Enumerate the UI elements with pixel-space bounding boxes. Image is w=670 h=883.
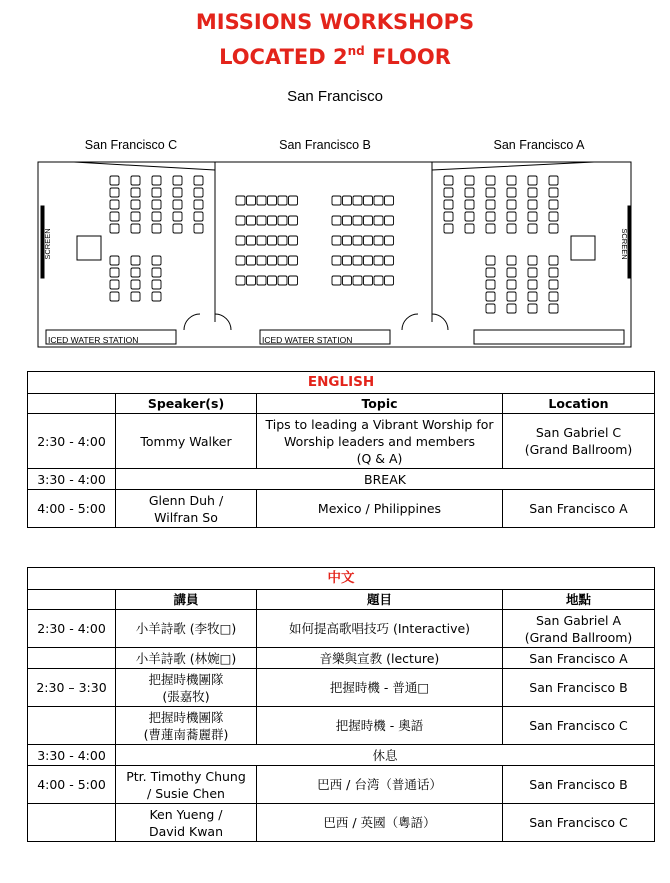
seat-room-c bbox=[152, 268, 161, 277]
seat-room-b bbox=[268, 196, 277, 205]
seat-room-a bbox=[486, 200, 495, 209]
seat-room-b bbox=[343, 216, 352, 225]
seat-room-b bbox=[332, 256, 341, 265]
seat-room-c bbox=[173, 200, 182, 209]
seat-room-b bbox=[289, 236, 298, 245]
speaker-cell: Ken Yueng / David Kwan bbox=[116, 804, 257, 842]
seat-room-b bbox=[236, 276, 245, 285]
seat-room-b bbox=[257, 196, 266, 205]
seat-room-c bbox=[131, 188, 140, 197]
speaker-cell: Glenn Duh / Wilfran So bbox=[116, 490, 257, 528]
seat-room-a bbox=[444, 224, 453, 233]
seat-room-b bbox=[278, 276, 287, 285]
seat-room-a bbox=[465, 176, 474, 185]
seat-room-a bbox=[528, 292, 537, 301]
time-cell: 4:00 - 5:00 bbox=[28, 490, 116, 528]
column-header: Speaker(s) bbox=[116, 394, 257, 414]
table-row bbox=[28, 648, 655, 669]
water-station-label-2: ICED WATER STATION bbox=[262, 335, 353, 345]
seat-room-b bbox=[353, 256, 362, 265]
seat-room-c bbox=[131, 292, 140, 301]
column-header bbox=[28, 394, 116, 414]
column-header: 地點 bbox=[503, 590, 655, 610]
section-title: 中文 bbox=[28, 568, 655, 590]
topic-cell: 巴西 / 英國（粵語） bbox=[257, 804, 503, 842]
topic-cell: Mexico / Philippines bbox=[257, 490, 503, 528]
seat-room-c bbox=[131, 212, 140, 221]
seat-room-c bbox=[110, 224, 119, 233]
seat-room-b bbox=[364, 216, 373, 225]
seat-room-b bbox=[289, 256, 298, 265]
seat-room-c bbox=[173, 188, 182, 197]
screen-label-right: SCREEN bbox=[620, 228, 629, 260]
seat-room-c bbox=[152, 280, 161, 289]
seat-room-c bbox=[110, 280, 119, 289]
seat-room-b bbox=[257, 276, 266, 285]
seat-room-c bbox=[110, 256, 119, 265]
location-cell: San Francisco C bbox=[503, 707, 655, 745]
seat-room-b bbox=[247, 236, 256, 245]
seat-room-c bbox=[152, 224, 161, 233]
seat-room-a bbox=[507, 256, 516, 265]
topic-cell: Tips to leading a Vibrant Worship for Worship leaders and members (Q & A) bbox=[257, 414, 503, 469]
seat-room-a bbox=[528, 256, 537, 265]
column-header: Topic bbox=[257, 394, 503, 414]
speaker-cell: 小羊詩歌 (林婉□) bbox=[116, 648, 257, 669]
seat-room-b bbox=[257, 216, 266, 225]
seat-room-a bbox=[486, 280, 495, 289]
seat-room-c bbox=[110, 268, 119, 277]
wall-slant-a bbox=[432, 162, 631, 170]
title-superscript: nd bbox=[347, 44, 365, 58]
seat-room-b bbox=[343, 196, 352, 205]
time-cell: 4:00 - 5:00 bbox=[28, 766, 116, 804]
seat-room-b bbox=[268, 216, 277, 225]
seat-room-a bbox=[528, 176, 537, 185]
stage-a bbox=[571, 236, 595, 260]
speaker-cell: 把握時機團隊 (曹蓮南蕎麗群) bbox=[116, 707, 257, 745]
seat-room-a bbox=[549, 304, 558, 313]
seat-room-c bbox=[173, 224, 182, 233]
header-row bbox=[28, 590, 655, 610]
location-cell: San Francisco A bbox=[503, 490, 655, 528]
seat-room-b bbox=[374, 236, 383, 245]
time-cell: 3:30 - 4:00 bbox=[28, 469, 116, 490]
seat-room-b bbox=[385, 216, 394, 225]
seat-room-c bbox=[152, 176, 161, 185]
time-cell bbox=[28, 804, 116, 842]
seat-room-a bbox=[507, 200, 516, 209]
seat-room-b bbox=[343, 256, 352, 265]
title-line-2 bbox=[0, 38, 670, 71]
english-schedule-table bbox=[27, 371, 655, 528]
seat-room-a bbox=[528, 200, 537, 209]
seat-room-b bbox=[247, 256, 256, 265]
seat-room-a bbox=[549, 212, 558, 221]
seat-room-a bbox=[486, 212, 495, 221]
seat-room-c bbox=[152, 212, 161, 221]
seat-room-b bbox=[236, 236, 245, 245]
door-b bbox=[402, 314, 448, 330]
seat-room-a bbox=[549, 268, 558, 277]
location-cell: San Gabriel A (Grand Ballroom) bbox=[503, 610, 655, 648]
section-row bbox=[28, 568, 655, 590]
stage-c bbox=[77, 236, 101, 260]
outer-wall bbox=[38, 162, 631, 347]
seat-room-b bbox=[289, 216, 298, 225]
seat-room-c bbox=[194, 176, 203, 185]
seat-room-c bbox=[152, 200, 161, 209]
seat-room-b bbox=[278, 216, 287, 225]
seat-room-c bbox=[194, 212, 203, 221]
seat-room-b bbox=[385, 256, 394, 265]
seat-room-c bbox=[110, 212, 119, 221]
seat-room-a bbox=[507, 292, 516, 301]
time-cell: 2:30 - 4:00 bbox=[28, 610, 116, 648]
seat-room-a bbox=[465, 200, 474, 209]
table-row bbox=[28, 766, 655, 804]
seat-room-a bbox=[507, 280, 516, 289]
column-header bbox=[28, 590, 116, 610]
seat-room-b bbox=[374, 196, 383, 205]
seat-room-a bbox=[549, 292, 558, 301]
seat-room-b bbox=[353, 216, 362, 225]
seat-room-b bbox=[278, 256, 287, 265]
break-cell: 休息 bbox=[116, 745, 655, 766]
seat-room-a bbox=[507, 212, 516, 221]
seat-room-b bbox=[353, 196, 362, 205]
seat-room-c bbox=[131, 224, 140, 233]
time-cell bbox=[28, 648, 116, 669]
floorplan-walls bbox=[38, 162, 631, 347]
seat-room-a bbox=[465, 224, 474, 233]
seat-room-c bbox=[110, 176, 119, 185]
seat-room-a bbox=[486, 256, 495, 265]
seat-room-b bbox=[289, 196, 298, 205]
seat-room-a bbox=[528, 212, 537, 221]
room-label-a: San Francisco A bbox=[493, 138, 585, 152]
water-station-label-1: ICED WATER STATION bbox=[48, 335, 139, 345]
seat-room-c bbox=[194, 224, 203, 233]
topic-cell: 把握時機 - 奧語 bbox=[257, 707, 503, 745]
column-header: 講員 bbox=[116, 590, 257, 610]
seat-room-b bbox=[278, 236, 287, 245]
seat-room-c bbox=[110, 188, 119, 197]
seat-room-b bbox=[374, 276, 383, 285]
seat-room-b bbox=[364, 256, 373, 265]
seat-room-b bbox=[374, 216, 383, 225]
seat-room-b bbox=[278, 196, 287, 205]
seat-room-c bbox=[194, 188, 203, 197]
seat-room-a bbox=[486, 268, 495, 277]
seat-room-c bbox=[131, 256, 140, 265]
seat-room-a bbox=[444, 212, 453, 221]
seating bbox=[110, 176, 558, 313]
table-row bbox=[28, 669, 655, 707]
time-cell: 2:30 - 4:00 bbox=[28, 414, 116, 469]
seat-room-a bbox=[528, 280, 537, 289]
table-row bbox=[28, 745, 655, 766]
table-row bbox=[28, 707, 655, 745]
seat-room-c bbox=[131, 268, 140, 277]
column-header: Location bbox=[503, 394, 655, 414]
location-cell: San Francisco B bbox=[503, 766, 655, 804]
seat-room-b bbox=[374, 256, 383, 265]
seat-room-a bbox=[528, 268, 537, 277]
seat-room-a bbox=[507, 304, 516, 313]
seat-room-b bbox=[353, 276, 362, 285]
seat-room-b bbox=[247, 276, 256, 285]
seat-room-a bbox=[507, 176, 516, 185]
seat-room-b bbox=[364, 196, 373, 205]
chinese-schedule-table bbox=[27, 567, 655, 842]
table-row bbox=[28, 414, 655, 469]
station-a bbox=[474, 330, 624, 344]
seat-room-c bbox=[131, 176, 140, 185]
seat-room-a bbox=[507, 224, 516, 233]
seat-room-c bbox=[152, 292, 161, 301]
room-label-c: San Francisco C bbox=[84, 138, 178, 152]
section-row bbox=[28, 372, 655, 394]
seat-room-b bbox=[332, 276, 341, 285]
seat-room-a bbox=[507, 268, 516, 277]
seat-room-a bbox=[486, 176, 495, 185]
seat-room-c bbox=[152, 188, 161, 197]
seat-room-a bbox=[528, 224, 537, 233]
seat-room-b bbox=[268, 256, 277, 265]
seat-room-b bbox=[332, 216, 341, 225]
topic-cell: 把握時機 - 普通□ bbox=[257, 669, 503, 707]
title-line-1: MISSIONS WORKSHOPS bbox=[195, 10, 475, 34]
wall-slant-c bbox=[38, 162, 215, 170]
seat-room-c bbox=[110, 200, 119, 209]
seat-room-a bbox=[486, 188, 495, 197]
seat-room-a bbox=[486, 304, 495, 313]
seat-room-b bbox=[385, 236, 394, 245]
time-cell: 3:30 - 4:00 bbox=[28, 745, 116, 766]
seat-room-b bbox=[236, 196, 245, 205]
seat-room-a bbox=[549, 280, 558, 289]
seat-room-c bbox=[131, 200, 140, 209]
seat-room-b bbox=[364, 236, 373, 245]
seat-room-a bbox=[549, 176, 558, 185]
table-row bbox=[28, 490, 655, 528]
speaker-cell: Ptr. Timothy Chung / Susie Chen bbox=[116, 766, 257, 804]
seat-room-b bbox=[247, 196, 256, 205]
seat-room-b bbox=[343, 276, 352, 285]
seat-room-a bbox=[486, 292, 495, 301]
time-cell: 2:30 – 3:30 bbox=[28, 669, 116, 707]
location-cell: San Gabriel C (Grand Ballroom) bbox=[503, 414, 655, 469]
location-cell: San Francisco A bbox=[503, 648, 655, 669]
column-header: 題目 bbox=[257, 590, 503, 610]
topic-cell: 音樂與宣教 (lecture) bbox=[257, 648, 503, 669]
seat-room-b bbox=[236, 256, 245, 265]
location-cell: San Francisco C bbox=[503, 804, 655, 842]
seat-room-b bbox=[385, 196, 394, 205]
seat-room-b bbox=[364, 276, 373, 285]
seat-room-a bbox=[549, 200, 558, 209]
seat-room-a bbox=[528, 304, 537, 313]
speaker-cell: Tommy Walker bbox=[116, 414, 257, 469]
seat-room-c bbox=[131, 280, 140, 289]
seat-room-b bbox=[353, 236, 362, 245]
topic-cell: 巴西 / 台湾（普通话） bbox=[257, 766, 503, 804]
seat-room-b bbox=[332, 236, 341, 245]
break-cell: BREAK bbox=[116, 469, 655, 490]
seat-room-b bbox=[257, 236, 266, 245]
seat-room-c bbox=[152, 256, 161, 265]
screen-label-left: SCREEN bbox=[43, 228, 52, 260]
seat-room-a bbox=[549, 256, 558, 265]
speaker-cell: 小羊詩歌 (李牧□) bbox=[116, 610, 257, 648]
title-line-2-suffix: FLOOR bbox=[364, 45, 451, 69]
floorplan bbox=[34, 132, 638, 350]
title-line-2-text: LOCATED 2 bbox=[219, 45, 348, 69]
time-cell bbox=[28, 707, 116, 745]
seat-room-a bbox=[444, 176, 453, 185]
seat-room-a bbox=[444, 200, 453, 209]
seat-room-a bbox=[507, 188, 516, 197]
seat-room-c bbox=[173, 176, 182, 185]
seat-room-c bbox=[173, 212, 182, 221]
seat-room-a bbox=[465, 188, 474, 197]
seat-room-b bbox=[247, 216, 256, 225]
seat-room-a bbox=[444, 188, 453, 197]
seat-room-b bbox=[343, 236, 352, 245]
seat-room-c bbox=[194, 200, 203, 209]
seat-room-a bbox=[465, 212, 474, 221]
seat-room-b bbox=[385, 276, 394, 285]
floorplan-title: San Francisco bbox=[287, 88, 383, 105]
seat-room-b bbox=[268, 236, 277, 245]
door-c bbox=[184, 314, 231, 330]
header-row bbox=[28, 394, 655, 414]
seat-room-c bbox=[110, 292, 119, 301]
section-title: ENGLISH bbox=[28, 372, 655, 394]
table-row bbox=[28, 804, 655, 842]
topic-cell: 如何提高歌唱技巧 (Interactive) bbox=[257, 610, 503, 648]
seat-room-b bbox=[236, 216, 245, 225]
location-cell: San Francisco B bbox=[503, 669, 655, 707]
seat-room-a bbox=[528, 188, 537, 197]
seat-room-b bbox=[257, 256, 266, 265]
seat-room-b bbox=[268, 276, 277, 285]
seat-room-a bbox=[486, 224, 495, 233]
seat-room-a bbox=[549, 188, 558, 197]
seat-room-b bbox=[289, 276, 298, 285]
room-label-b: San Francisco B bbox=[279, 138, 371, 152]
seat-room-a bbox=[549, 224, 558, 233]
seat-room-b bbox=[332, 196, 341, 205]
speaker-cell: 把握時機團隊 (張嘉牧) bbox=[116, 669, 257, 707]
table-row bbox=[28, 610, 655, 648]
table-row bbox=[28, 469, 655, 490]
